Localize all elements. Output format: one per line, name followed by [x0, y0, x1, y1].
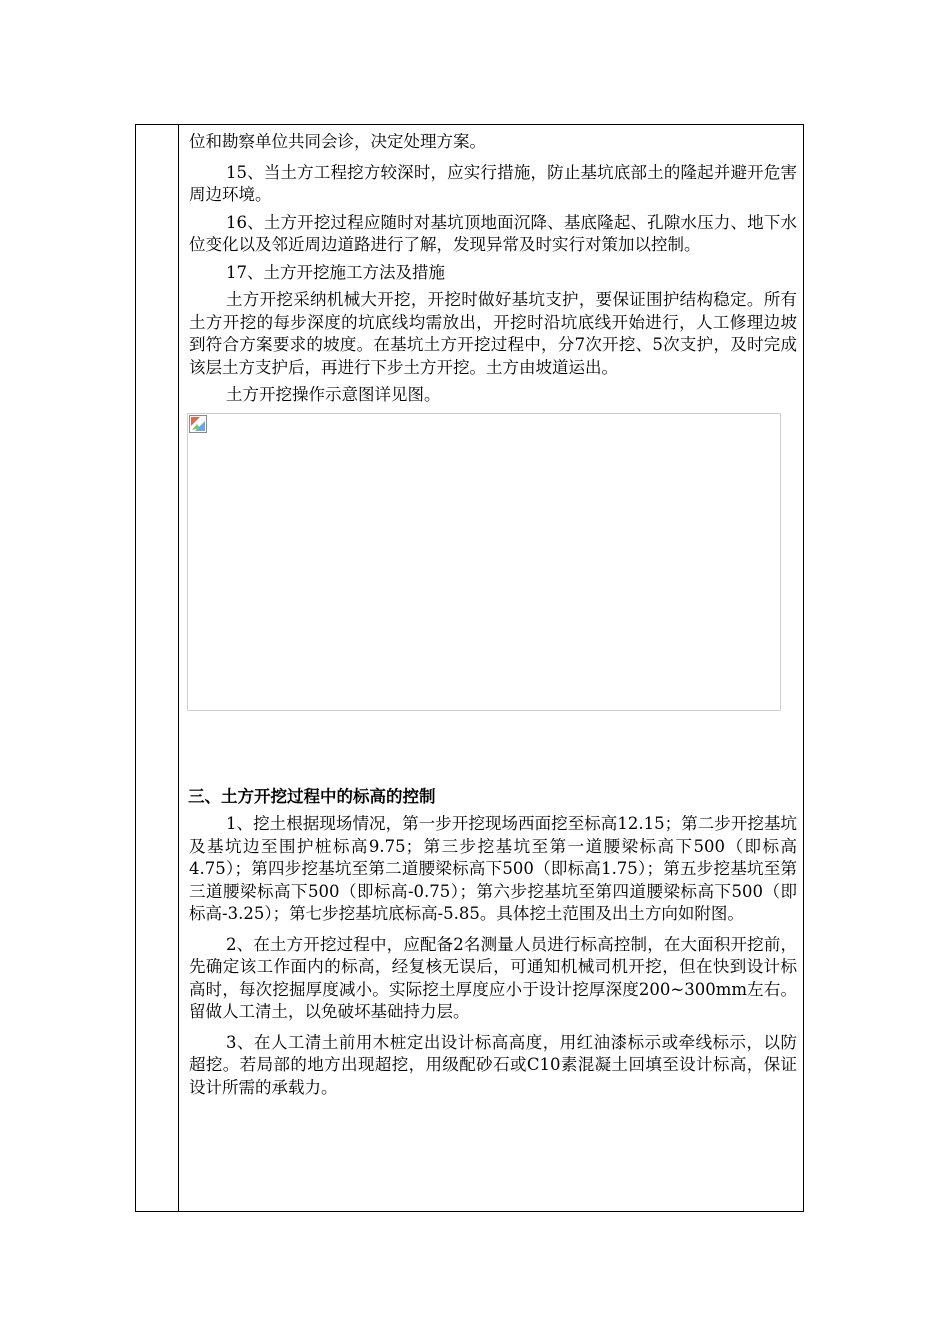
section-3-paragraph-2: 2、在土方开挖过程中，应配备2名测量人员进行标高控制，在大面积开挖前，先确定该工作面内的标高，经复核无误后，可通知机械司机开挖，但在快到设计标高时，每次挖掘厚度减小。实际挖土厚度应小于设计挖厚深度200~300mm左右。留做人工清土，以免破坏基础持力层。 [189, 934, 797, 1021]
section-3-paragraph-3: 3、在人工清土前用木桩定出设计标高高度，用红油漆标示或牵线标示，以防超挖。若局部的地方出现超挖，用级配砂石或C10素混凝土回填至设计标高，保证设计所需的承载力。 [189, 1032, 797, 1097]
paragraph-15: 15、当土方工程挖方较深时，应实行措施，防止基坑底部土的隆起并避开危害周边环境。 [189, 162, 797, 204]
figure-placeholder [187, 413, 781, 711]
paragraph-17-title: 17、土方开挖施工方法及措施 [226, 262, 445, 282]
section-3-heading: 三、土方开挖过程中的标高的控制 [188, 786, 436, 806]
broken-image-icon [189, 415, 207, 433]
document-table [135, 124, 804, 1212]
paragraph-16: 16、土方开挖过程应随时对基坑顶地面沉降、基底隆起、孔隙水压力、地下水位变化以及邻近周边道路进行了解，发现异常及时实行对策加以控制。 [189, 212, 797, 254]
section-3-paragraph-1: 1、挖土根据现场情况，第一步开挖现场西面挖至标高12.15；第二步开挖基坑及基坑边至围护桩标高9.75；第三步挖基坑至第一道腰梁标高下500（即标高4.75）；第四步挖基坑至第二道腰梁标高下500（即标高1.75）；第五步挖基坑至第三道腰梁标高下500（即标高-0.75）；第六步挖基坑至第四道腰梁标高下500（即标高-3.25）；第七步挖基坑底标高-5.85。具体挖土范围及出土方向如附图。 [189, 814, 797, 923]
paragraph-17-body: 土方开挖采纳机械大开挖，开挖时做好基坑支护，要保证围护结构稳定。所有土方开挖的每步深度的坑底线均需放出，开挖时沿坑底线开始进行，人工修理边坡到符合方案要求的坡度。在基坑土方开挖过程中，分7次开挖、5次支护，及时完成该层土方支护后，再进行下步土方开挖。土方由坡道运出。 [189, 290, 797, 377]
paragraph-figure-ref: 土方开挖操作示意图详见图。 [226, 385, 441, 404]
table-left-column [136, 125, 179, 1211]
paragraph-continuation: 位和勘察单位共同会诊，决定处理方案。 [189, 132, 486, 151]
table-content-cell [189, 131, 797, 1099]
